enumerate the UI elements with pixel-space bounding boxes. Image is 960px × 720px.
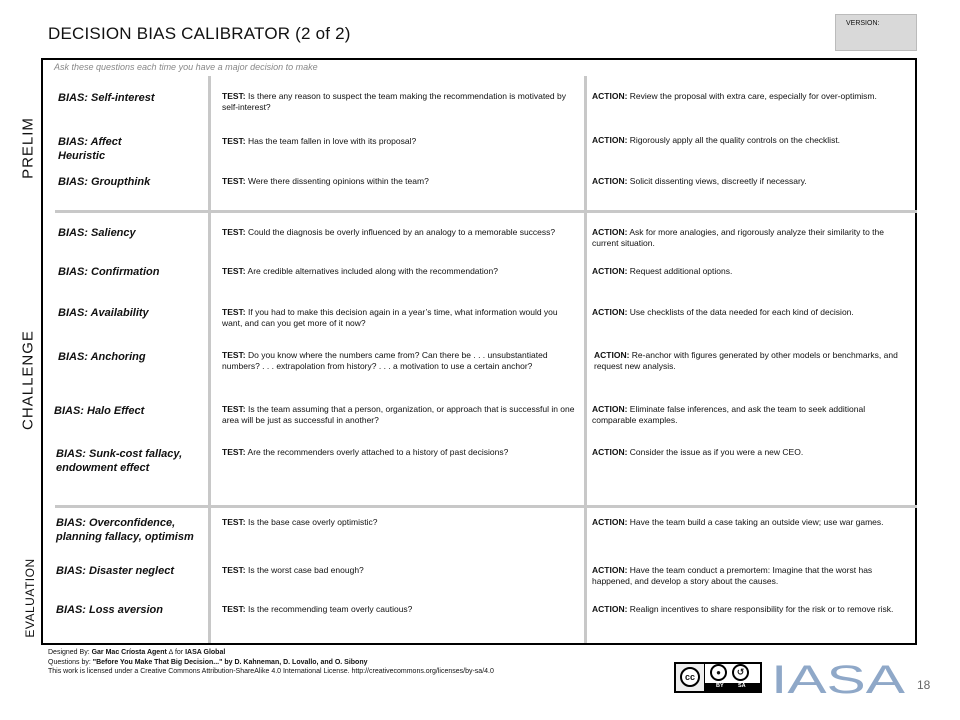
test-disaster-neglect: TEST: Is the worst case bad enough? xyxy=(222,565,364,575)
bias-disaster-neglect: BIAS: Disaster neglect xyxy=(56,565,174,577)
test-sunk-cost: TEST: Are the recommenders overly attached to a history of past decisions? xyxy=(222,447,509,457)
action-disaster-neglect: ACTION: Have the team conduct a premortem: Imagine that the worst has happened, and develop a story about the causes. xyxy=(592,565,873,586)
instructions-subtitle: Ask these questions each time you have a major decision to make xyxy=(54,62,318,72)
page-title: DECISION BIAS CALIBRATOR (2 of 2) xyxy=(48,24,351,43)
test-affect-heuristic: TEST: Has the team fallen in love with its proposal? xyxy=(222,136,417,146)
test-confirmation: TEST: Are credible alternatives included along with the recommendation? xyxy=(222,266,498,276)
test-loss-aversion: TEST: Is the recommending team overly cautious? xyxy=(222,604,413,614)
test-availability: TEST: If you had to make this decision again in a year’s time, what information would you want, and can you get more of it now? xyxy=(222,307,558,328)
attribution-icon: ● xyxy=(710,664,727,681)
bias-availability: BIAS: Availability xyxy=(58,307,149,319)
page-number: 18 xyxy=(917,678,931,692)
cc-sa-text: SA xyxy=(738,683,746,689)
bias-groupthink: BIAS: Groupthink xyxy=(58,176,151,188)
bias-self-interest: BIAS: Self-interest xyxy=(58,92,155,104)
bias-affect-heuristic: BIAS: Affect Heuristic xyxy=(58,136,122,162)
action-self-interest: ACTION: Review the proposal with extra care, especially for over-optimism. xyxy=(592,91,877,101)
credits-license: This work is licensed under a Creative Commons Attribution-ShareAlike 4.0 International License. http://creativecommons.org/licenses/by-sa/4.0 xyxy=(48,668,494,675)
action-loss-aversion: ACTION: Realign incentives to share responsibility for the risk or to remove risk. xyxy=(592,604,894,614)
cc-logo-icon: cc xyxy=(680,667,700,687)
bias-halo-effect: BIAS: Halo Effect xyxy=(54,405,145,417)
section-divider-1 xyxy=(55,210,917,213)
version-box[interactable] xyxy=(835,14,917,51)
section-label-evaluation: EVALUATION xyxy=(23,558,37,638)
bias-loss-aversion: BIAS: Loss aversion xyxy=(56,604,163,616)
action-overconfidence: ACTION: Have the team build a case taking an outside view; use war games. xyxy=(592,517,884,527)
iasa-logo-text: IASA xyxy=(771,662,905,694)
credits-designed-by: Designed By: Gar Mac Críosta Agent ∆ for IASA Global xyxy=(48,649,226,656)
share-alike-icon: ↺ xyxy=(732,664,749,681)
section-label-challenge: CHALLENGE xyxy=(19,330,37,430)
bias-confirmation: BIAS: Confirmation xyxy=(58,266,160,278)
cc-license-badge[interactable] xyxy=(674,662,762,693)
section-label-prelim: PRELIM xyxy=(19,117,37,179)
bias-overconfidence: BIAS: Overconfidence, planning fallacy, optimism xyxy=(56,517,194,543)
credits-questions-by: Questions by: "Before You Make That Big Decision..." by D. Kahneman, D. Lovallo, and O. Sibony xyxy=(48,658,368,666)
test-groupthink: TEST: Were there dissenting opinions within the team? xyxy=(222,176,429,186)
action-availability: ACTION: Use checklists of the data needed for each kind of decision. xyxy=(592,307,854,317)
test-anchoring: TEST: Do you know where the numbers came from? Can there be . . . unsubstantiated numbers? . . . extrapolation from history? . . . a motivation to use a certain anchor? xyxy=(222,350,548,371)
action-anchoring: ACTION: Re-anchor with figures generated by other models or benchmarks, and request new analysis. xyxy=(594,350,898,371)
column-divider-1 xyxy=(208,76,211,643)
test-saliency: TEST: Could the diagnosis be overly influenced by an analogy to a memorable success? xyxy=(222,227,556,237)
action-saliency: ACTION: Ask for more analogies, and rigorously analyze their similarity to the current situation. xyxy=(592,227,884,248)
test-self-interest: TEST: Is there any reason to suspect the team making the recommendation is motivated by self-interest? xyxy=(222,91,566,112)
bias-sunk-cost: BIAS: Sunk-cost fallacy, endowment effect xyxy=(56,448,183,474)
bias-anchoring: BIAS: Anchoring xyxy=(58,351,146,363)
credits xyxy=(48,648,494,677)
cc-badge-strip xyxy=(704,683,760,691)
version-label: VERSION: xyxy=(846,20,880,27)
bias-saliency: BIAS: Saliency xyxy=(58,227,136,239)
action-groupthink: ACTION: Solicit dissenting views, discreetly if necessary. xyxy=(592,176,807,186)
action-halo-effect: ACTION: Eliminate false inferences, and ask the team to seek additional comparable examples. xyxy=(592,404,866,425)
test-halo-effect: TEST: Is the team assuming that a person, organization, or approach that is successful in one area will be just as successful in another? xyxy=(222,404,575,425)
action-sunk-cost: ACTION: Consider the issue as if you were a new CEO. xyxy=(592,447,804,457)
cc-by-text: BY xyxy=(716,683,724,689)
test-overconfidence: TEST: Is the base case overly optimistic? xyxy=(222,517,378,527)
action-confirmation: ACTION: Request additional options. xyxy=(592,266,733,276)
iasa-logo xyxy=(771,662,905,694)
section-divider-2 xyxy=(55,505,917,508)
action-affect-heuristic: ACTION: Rigorously apply all the quality controls on the checklist. xyxy=(592,135,841,145)
column-divider-2 xyxy=(584,76,587,643)
